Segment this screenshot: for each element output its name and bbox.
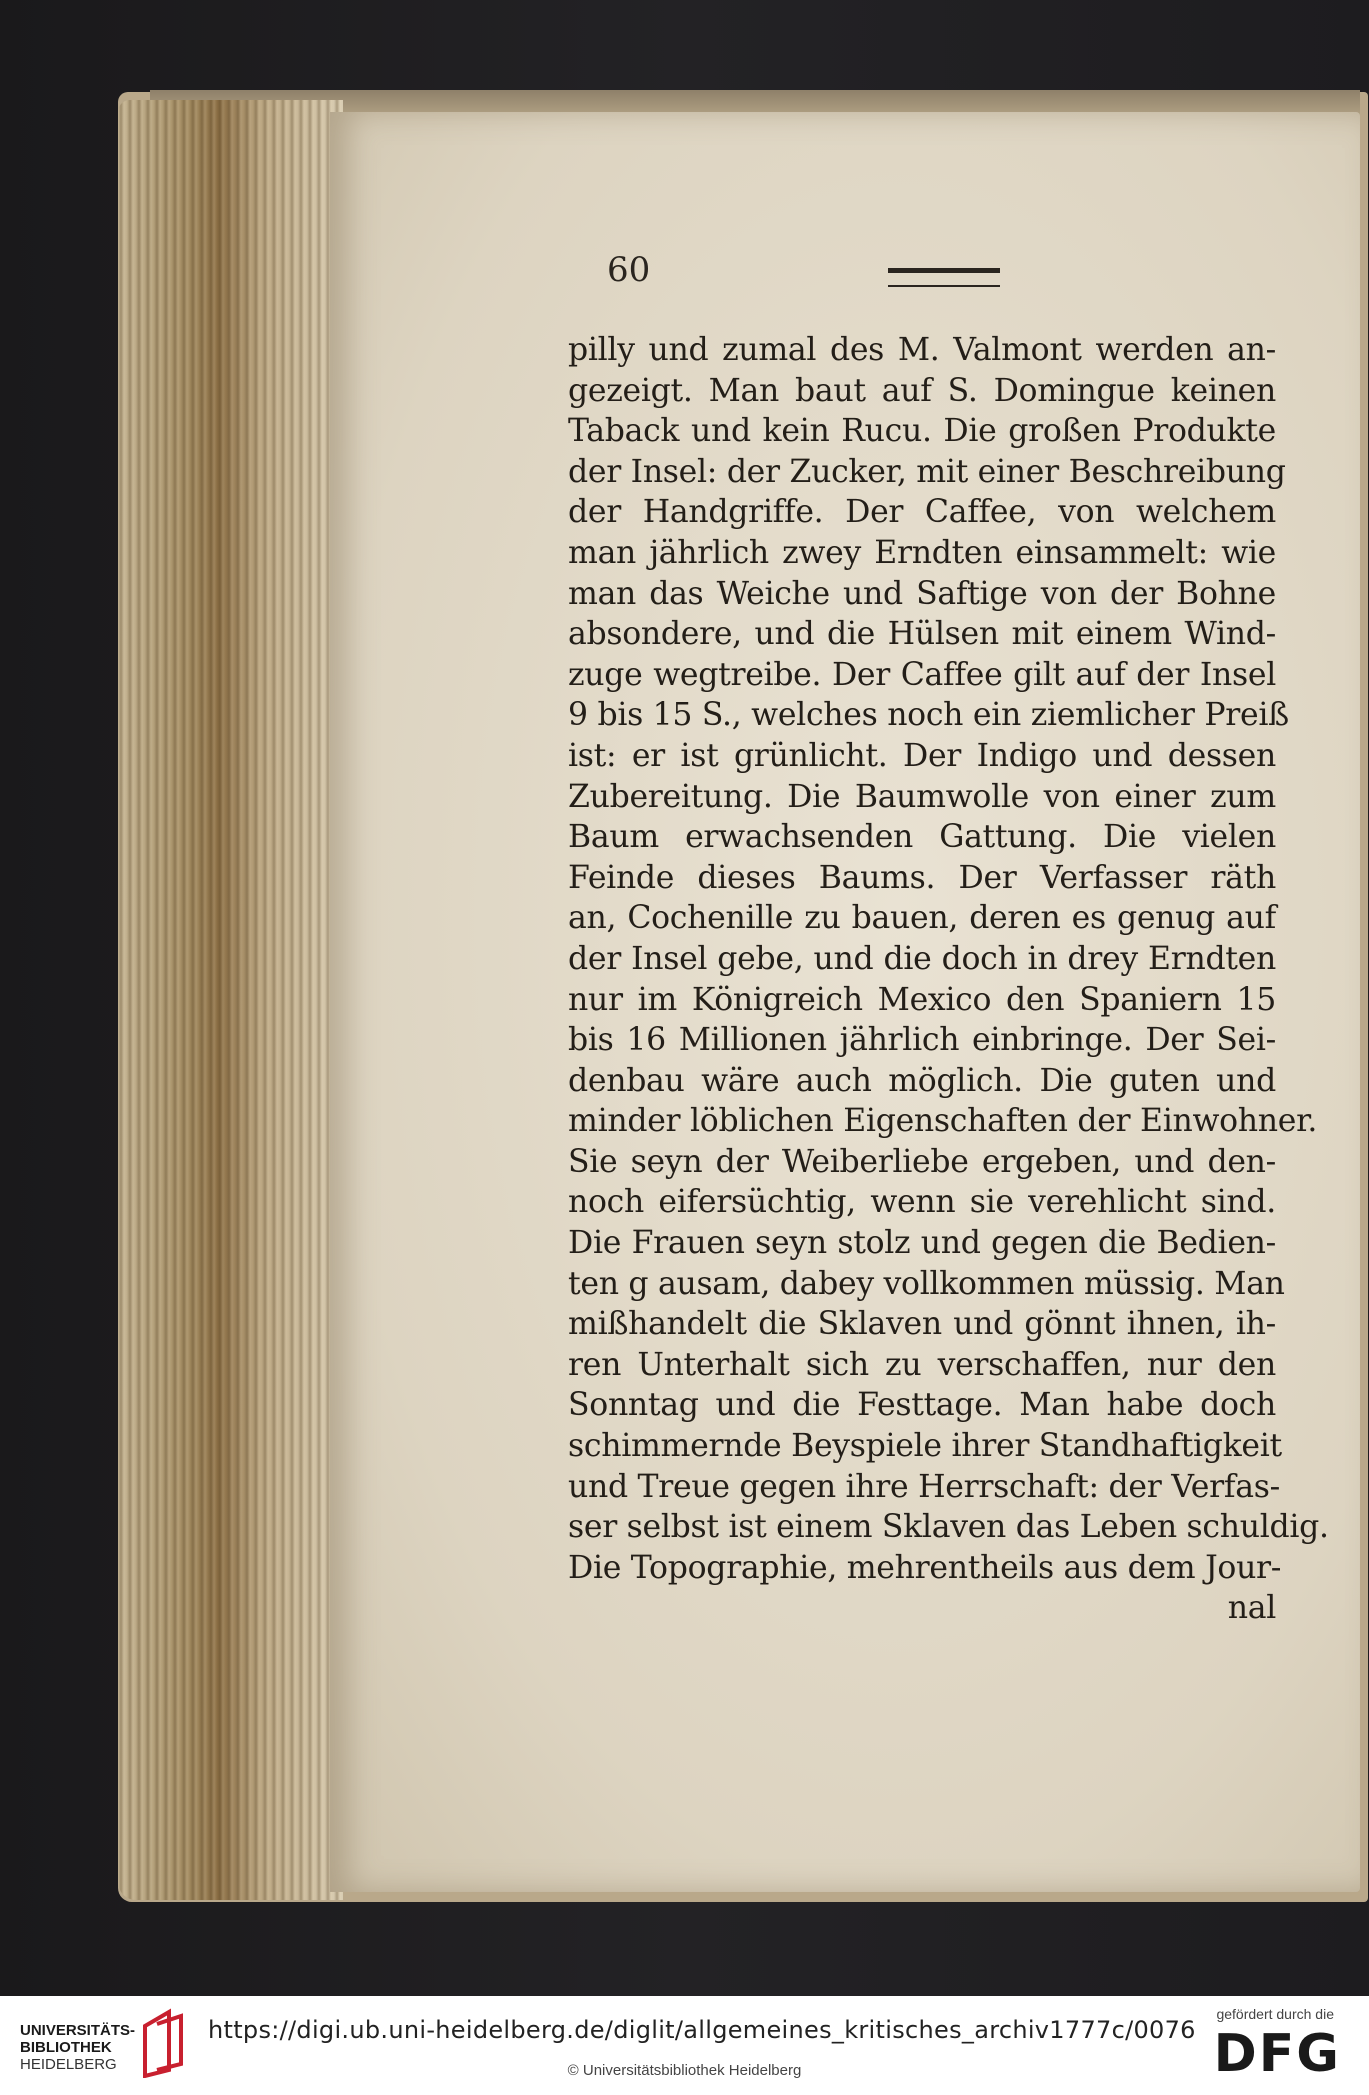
text-line: ten g ausam, dabey vollkommen müssig. Man <box>568 1265 1285 1302</box>
permalink-url[interactable]: https://digi.ub.uni-heidelberg.de/diglit/allgemeines_kritisches_archiv1777c/0076 <box>208 2016 1196 2044</box>
text-line: und Treue gegen ihre Herrschaft: der Verfas- <box>568 1468 1280 1505</box>
text-line: zuge wegtreibe. Der Caffee gilt auf der Insel <box>568 656 1276 693</box>
text-line: an, Cochenille zu bauen, deren es genug auf <box>568 900 1276 937</box>
book-fore-edge <box>118 100 343 1900</box>
text-line: der Handgriffe. Der Caffee, von welchem <box>568 494 1276 531</box>
page-number: 60 <box>607 250 651 290</box>
text-line: Sonntag und die Festtage. Man habe doch <box>568 1387 1276 1424</box>
funder-label: gefördert durch die <box>1216 2006 1334 2022</box>
logo-line-3: HEIDELBERG <box>20 2056 117 2073</box>
text-line: absondere, und die Hülsen mit einem Wind- <box>568 616 1276 653</box>
text-line: minder löblichen Eigenschaften der Einwohner. <box>568 1103 1318 1140</box>
text-line: Die Topographie, mehrentheils aus dem Jour- <box>568 1549 1282 1586</box>
text-line: ser selbst ist einem Sklaven das Leben schuldig. <box>568 1509 1329 1546</box>
text-line: der Insel gebe, und die doch in drey Erndten <box>568 940 1276 977</box>
text-line: Sie seyn der Weiberliebe ergeben, und den- <box>568 1143 1276 1180</box>
header-rule <box>888 268 1000 287</box>
text-line: gezeigt. Man baut auf S. Domingue keinen <box>568 372 1276 409</box>
text-line: nur im Königreich Mexico den Spaniern 15 <box>568 981 1276 1018</box>
text-line: ist: er ist grünlicht. Der Indigo und dessen <box>568 737 1276 774</box>
text-line: Feinde dieses Baums. Der Verfasser räth <box>568 859 1276 896</box>
text-line: Zubereitung. Die Baumwolle von einer zum <box>568 778 1276 815</box>
text-line: denbau wäre auch möglich. Die guten und <box>568 1062 1276 1099</box>
text-line: Baum erwachsenden Gattung. Die vielen <box>568 819 1276 856</box>
text-line: der Insel: der Zucker, mit einer Beschreibung <box>568 453 1286 490</box>
dfg-logo[interactable]: DFG <box>1213 2024 1341 2084</box>
text-line: mißhandelt die Sklaven und gönnt ihnen, ih- <box>568 1306 1276 1343</box>
page-text <box>568 330 1329 1629</box>
logo-line-1: UNIVERSITÄTS- <box>20 2022 136 2039</box>
text-line: man jährlich zwey Erndten einsammelt: wie <box>568 534 1276 571</box>
text-line: man das Weiche und Saftige von der Bohne <box>568 575 1276 612</box>
text-line: schimmernde Beyspiele ihrer Standhaftigkeit <box>568 1428 1282 1465</box>
text-line: ren Unterhalt sich zu verschaffen, nur den <box>568 1346 1276 1383</box>
text-line: bis 16 Millionen jährlich einbringe. Der Sei- <box>568 1022 1276 1059</box>
viewer-footer <box>0 1996 1369 2095</box>
copyright-notice: © Universitätsbibliothek Heidelberg <box>567 2062 802 2079</box>
text-line: noch eifersüchtig, wenn sie verehlicht sind. <box>568 1184 1276 1221</box>
text-line: nal <box>1227 1590 1276 1627</box>
logo-line-2: BIBLIOTHEK <box>20 2039 112 2056</box>
text-line: Taback und kein Rucu. Die großen Produkte <box>568 413 1276 450</box>
text-line: pilly und zumal des M. Valmont werden an- <box>568 332 1276 368</box>
text-line: Die Frauen seyn stolz und gegen die Bedien- <box>568 1225 1276 1262</box>
text-line: 9 bis 15 S., welches noch ein ziemlicher Preiß <box>568 697 1289 734</box>
